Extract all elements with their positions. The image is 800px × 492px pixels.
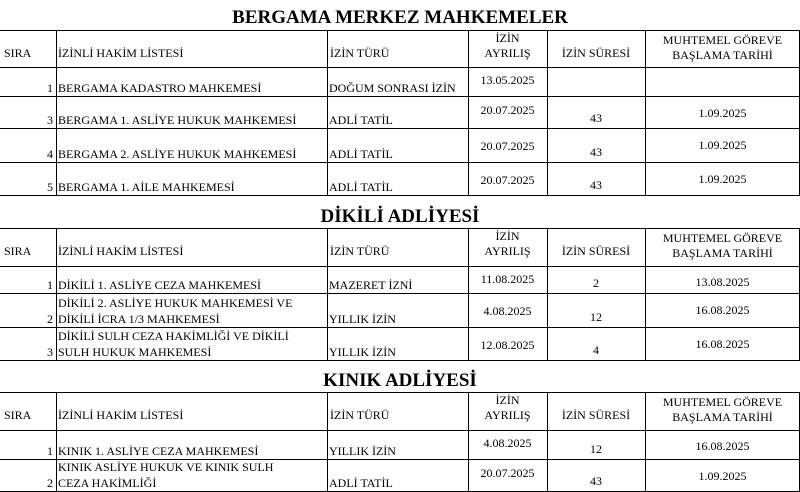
row-leave-days: 2: [593, 276, 599, 290]
row-leave-type: YILLIK İZİN: [329, 345, 396, 359]
row-leave-date: 20.07.2025: [480, 466, 535, 480]
column-divider: [327, 30, 328, 196]
header-ayrilis-1: İZİN: [495, 393, 520, 407]
row-sira: 1: [47, 81, 53, 95]
header-liste: İZİNLİ HAKİM LİSTESİ: [58, 408, 184, 422]
column-divider: [56, 30, 57, 196]
row-leave-date: 12.08.2025: [480, 338, 535, 352]
row-leave-type: ADLİ TATİL: [329, 476, 393, 490]
row-leave-date: 13.05.2025: [480, 73, 535, 87]
row-start-date: 16.08.2025: [695, 303, 750, 317]
column-divider: [645, 392, 646, 492]
row-start-date: 16.08.2025: [695, 337, 750, 351]
column-divider: [327, 392, 328, 492]
header-top-border: [0, 228, 800, 229]
row-start-date: 13.08.2025: [695, 275, 750, 289]
header-liste: İZİNLİ HAKİM LİSTESİ: [58, 45, 184, 60]
header-bottom-border: [0, 266, 800, 267]
row-court-name: DİKİLİ SULH CEZA HAKİMLİĞİ VE DİKİLİ: [58, 329, 289, 343]
row-leave-days: 12: [590, 442, 602, 456]
row-leave-type: MAZERET İZNİ: [329, 278, 413, 292]
row-leave-date: 20.07.2025: [480, 139, 535, 153]
header-top-border: [0, 392, 800, 393]
row-border: [0, 128, 800, 129]
row-sira: 1: [47, 444, 53, 458]
column-divider: [547, 228, 548, 361]
row-sira: 5: [47, 180, 53, 194]
header-ayrilis-2: AYRILIŞ: [484, 408, 531, 422]
row-court-name: DİKİLİ İCRA 1/3 MAHKEMESİ: [58, 312, 220, 326]
row-court-name: DİKİLİ 1. ASLİYE CEZA MAHKEMESİ: [58, 278, 261, 292]
row-start-date: 1.09.2025: [698, 106, 747, 120]
row-leave-type: YILLIK İZİN: [329, 312, 396, 326]
header-baslama-1: MUHTEMEL GÖREVE: [662, 33, 783, 47]
row-leave-type: ADLİ TATİL: [329, 147, 393, 161]
row-sira: 3: [47, 345, 53, 359]
row-border: [0, 96, 800, 97]
header-baslama-2: BAŞLAMA TARİHİ: [672, 410, 773, 424]
row-leave-date: 20.07.2025: [480, 173, 535, 187]
header-top-border: [0, 30, 800, 31]
row-border: [0, 293, 800, 294]
column-divider: [468, 392, 469, 492]
header-baslama-1: MUHTEMEL GÖREVE: [662, 395, 783, 409]
header-ayrilis-1: İZİN: [495, 31, 520, 45]
row-sira: 4: [47, 147, 53, 161]
row-leave-days: 12: [590, 310, 602, 324]
column-divider: [645, 228, 646, 361]
row-leave-type: YILLIK İZİN: [329, 444, 396, 458]
row-start-date: 1.09.2025: [698, 172, 747, 186]
row-court-name: BERGAMA KADASTRO MAHKEMESİ: [58, 81, 262, 95]
column-divider: [468, 228, 469, 361]
header-baslama-1: MUHTEMEL GÖREVE: [662, 231, 783, 245]
header-tur: İZİN TÜRÜ: [330, 408, 390, 422]
row-leave-type: ADLİ TATİL: [329, 113, 393, 127]
row-border: [0, 162, 800, 163]
row-start-date: 1.09.2025: [698, 138, 747, 152]
header-bottom-border: [0, 430, 800, 431]
column-divider: [56, 228, 57, 361]
row-leave-days: 43: [590, 474, 602, 488]
row-leave-date: 4.08.2025: [483, 304, 532, 318]
header-sure: İZİN SÜRESİ: [561, 408, 631, 422]
row-leave-days: 43: [590, 178, 602, 192]
header-sure: İZİN SÜRESİ: [561, 45, 631, 60]
header-bottom-border: [0, 67, 800, 68]
row-court-name: KINIK 1. ASLİYE CEZA MAHKEMESİ: [58, 444, 259, 458]
row-border: [0, 327, 800, 328]
row-sira: 2: [47, 312, 53, 326]
header-baslama-2: BAŞLAMA TARİHİ: [672, 246, 773, 260]
column-divider: [645, 30, 646, 196]
row-court-name: BERGAMA 2. ASLİYE HUKUK MAHKEMESİ: [58, 147, 297, 161]
row-start-date: 1.09.2025: [698, 469, 747, 483]
row-court-name: BERGAMA 1. AİLE MAHKEMESİ: [58, 180, 235, 194]
row-leave-date: 20.07.2025: [480, 103, 535, 117]
row-leave-days: 4: [593, 343, 599, 357]
column-divider: [547, 392, 548, 492]
row-leave-type: DOĞUM SONRASI İZİN: [329, 81, 456, 95]
column-divider: [56, 392, 57, 492]
header-liste: İZİNLİ HAKİM LİSTESİ: [58, 244, 184, 258]
row-court-name: DİKİLİ 2. ASLİYE HUKUK MAHKEMESİ VE: [58, 296, 293, 310]
section-title: DİKİLİ ADLİYESİ: [320, 206, 480, 227]
header-ayrilis-2: AYRILIŞ: [484, 46, 531, 60]
section-title: KINIK ADLİYESİ: [323, 370, 477, 391]
row-court-name: BERGAMA 1. ASLİYE HUKUK MAHKEMESİ: [58, 113, 297, 127]
row-court-name: SULH HUKUK MAHKEMESİ: [58, 345, 212, 359]
header-sira: SIRA: [4, 45, 32, 60]
header-tur: İZİN TÜRÜ: [330, 244, 390, 258]
row-sira: 2: [47, 476, 53, 490]
row-sira: 1: [47, 278, 53, 292]
row-sira: 3: [47, 113, 53, 127]
row-leave-type: ADLİ TATİL: [329, 180, 393, 194]
header-sira: SIRA: [4, 244, 32, 258]
row-start-date: 16.08.2025: [695, 439, 750, 453]
row-leave-days: 43: [590, 111, 602, 125]
column-divider: [547, 30, 548, 196]
header-sira: SIRA: [4, 408, 32, 422]
row-court-name: CEZA HAKİMLİĞİ: [58, 476, 157, 490]
section-title: BERGAMA MERKEZ MAHKEMELER: [232, 7, 568, 28]
row-leave-date: 11.08.2025: [480, 272, 535, 286]
column-divider: [468, 30, 469, 196]
row-court-name: KINIK ASLİYE HUKUK VE KINIK SULH: [58, 460, 274, 474]
row-border: [0, 360, 800, 361]
header-baslama-2: BAŞLAMA TARİHİ: [672, 48, 773, 62]
column-divider: [327, 228, 328, 361]
header-tur: İZİN TÜRÜ: [330, 45, 390, 60]
header-sure: İZİN SÜRESİ: [561, 244, 631, 258]
row-leave-days: 43: [590, 145, 602, 159]
header-ayrilis-2: AYRILIŞ: [484, 244, 531, 258]
header-ayrilis-1: İZİN: [495, 229, 520, 243]
row-leave-date: 4.08.2025: [483, 436, 532, 450]
row-border: [0, 195, 800, 196]
